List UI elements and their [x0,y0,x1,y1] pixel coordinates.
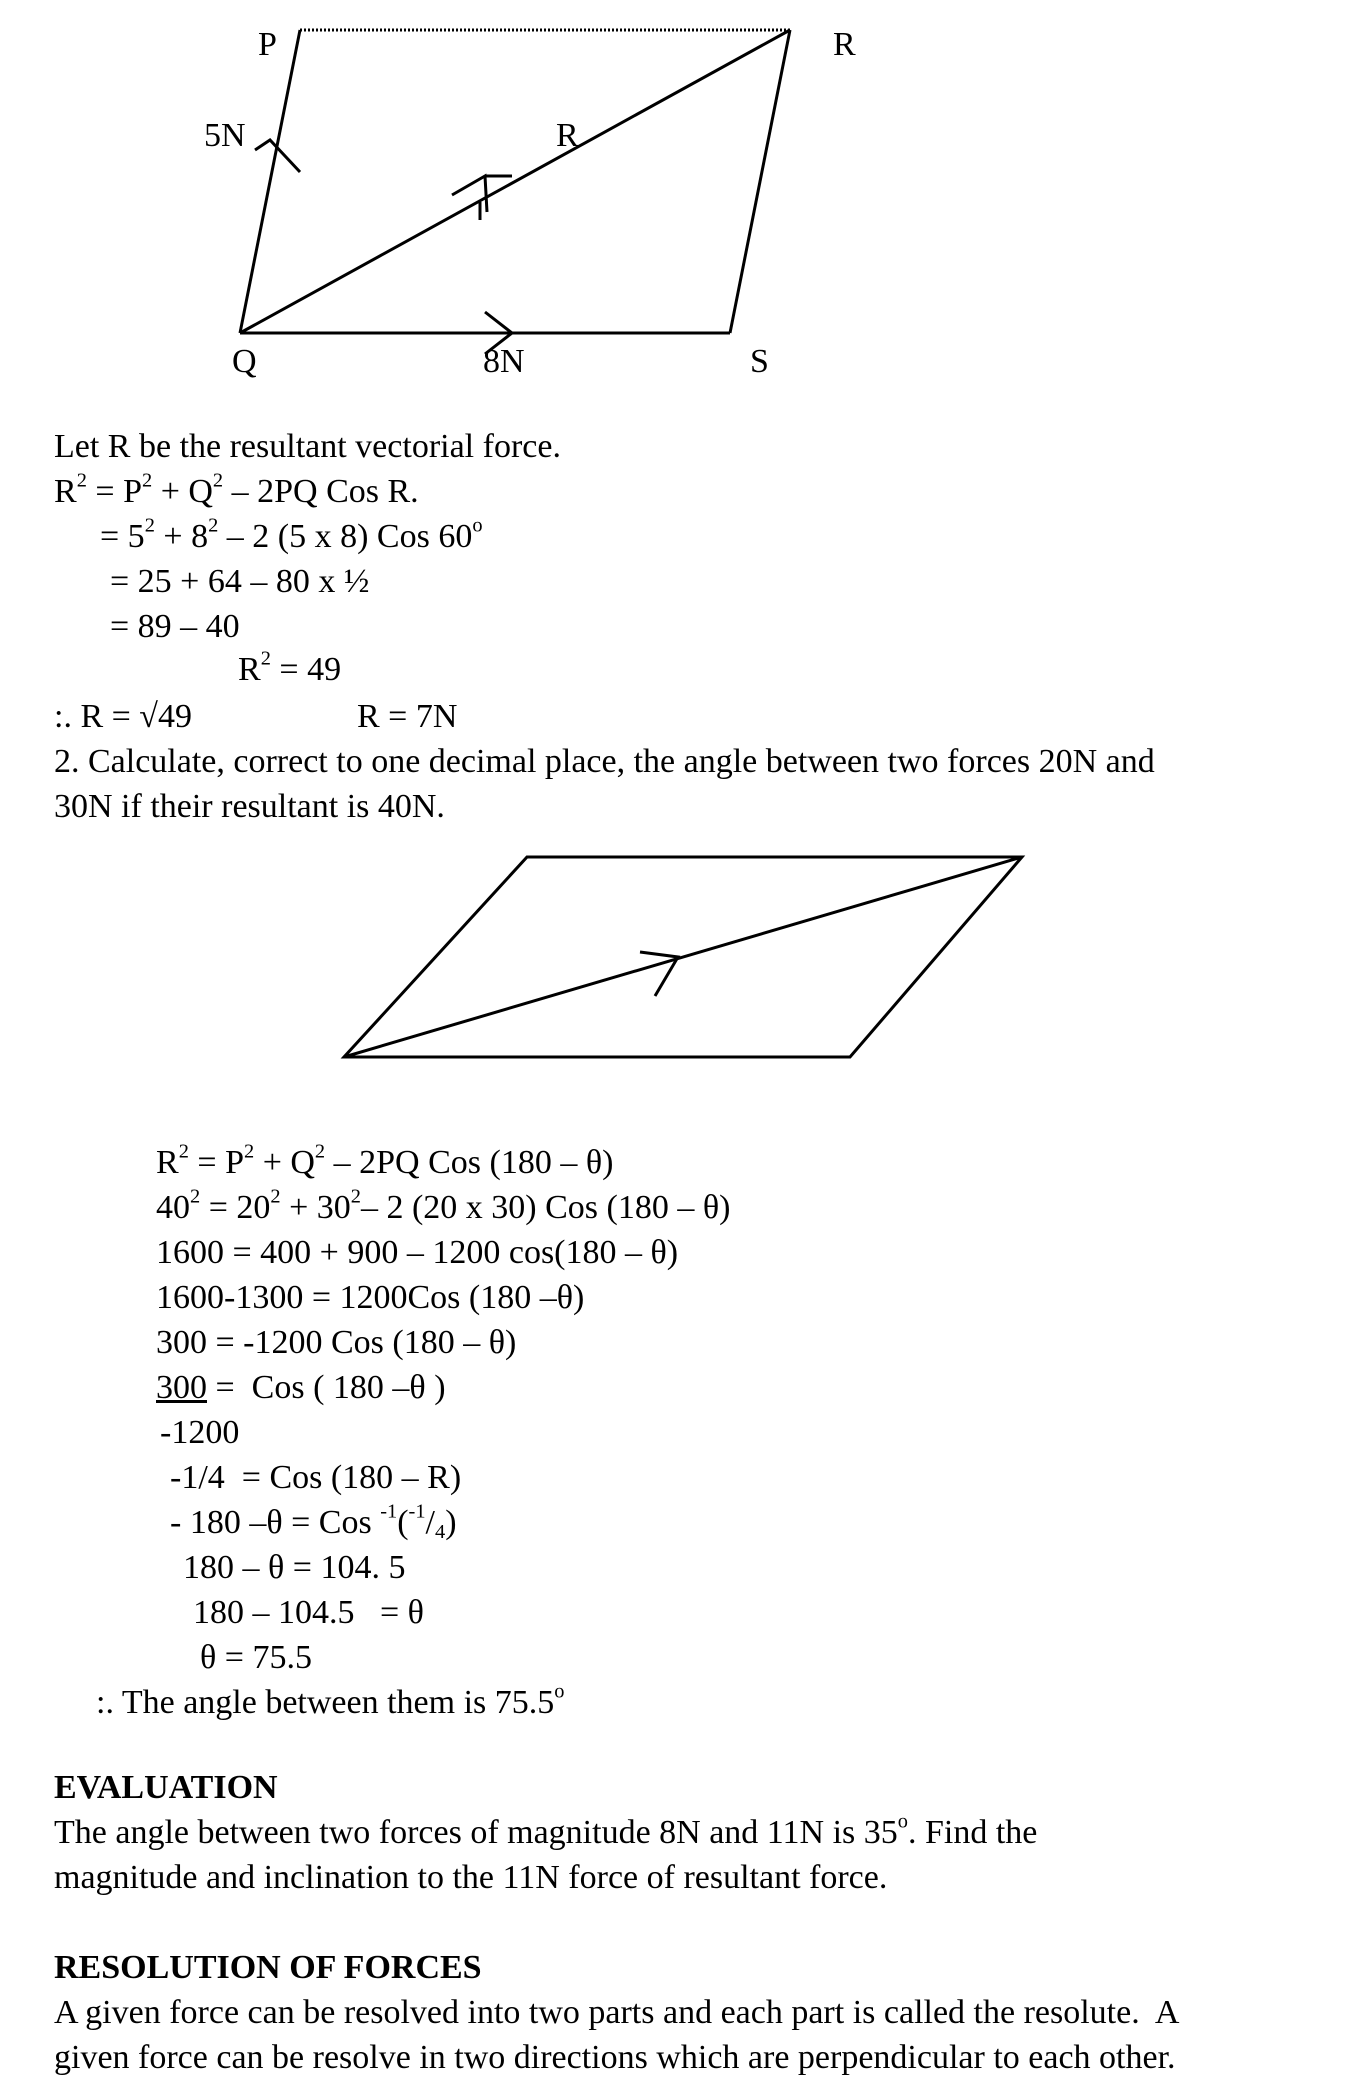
label-resultant: R [556,117,579,154]
solution-conclusion: :. The angle between them is 75.5$^o$ [96,1680,565,1721]
label-r-corner: R [833,26,856,63]
label-p: P [258,26,277,63]
diagonal [344,857,1022,1057]
cosine-rule-formula: $R^2 = P^2 + Q^2 - 2PQ$ Cos R. [54,469,419,510]
solution-line-7: -1200 [160,1414,240,1451]
result-value: R = 7N [357,698,458,735]
resolution-heading: RESOLUTION OF FORCES [54,1949,482,1986]
label-s: S [750,343,769,380]
evaluation-line-2: magnitude and inclination to the 11N force of resultant force. [54,1859,888,1896]
solution-line-1: $R^2 = P^2 + Q^2 - 2PQ$ Cos (180 – θ) [156,1140,614,1181]
label-5n: 5N [204,117,246,154]
resolution-line-2: given force can be resolve in two directions which are perpendicular to each other. [54,2039,1176,2076]
question-2-line-1: 2. Calculate, correct to one decimal place, the angle between two forces 20N and [54,743,1155,780]
solution-line-4: 1600-1300 = 1200Cos (180 –θ) [156,1279,585,1316]
solution-line-12: θ = 75.5 [200,1639,312,1676]
parallelogram-outline [344,857,1022,1057]
intro-text: Let R be the resultant vectorial force. [54,428,561,465]
solution-line-8: -1/4 = Cos (180 – R) [170,1459,462,1496]
solution-line-6: 300 = Cos ( 180 –θ ) [156,1369,446,1406]
solution-line-2: $40^2 = 20^2 + 30^2-$ 2 (20 x 30) Cos (180 – θ) [156,1185,731,1226]
parallelogram-diagram-1 [0,0,1358,430]
edge-sr [730,30,790,333]
evaluation-heading: EVALUATION [54,1769,278,1806]
working-step-1: = $5^2 + 8^2 - 2$ (5 x 8) Cos 60$^o$ [100,514,483,555]
working-step-4: $R^2 = 49$ [238,647,342,688]
working-step-2: = 25 + 64 – 80 x ½ [110,563,370,600]
label-q: Q [232,343,257,380]
edge-pq [240,30,300,333]
solution-line-10: 180 – θ = 104. 5 [183,1549,406,1586]
diagonal-qr [240,30,790,333]
result-root: :. R = √49 [54,698,192,735]
solution-line-11: 180 – 104.5 = θ [193,1594,424,1631]
solution-line-9: - 180 –θ = Cos $^{-1}(^{-1}/_4)$ [170,1500,457,1544]
question-2-line-2: 30N if their resultant is 40N. [54,788,445,825]
working-step-3: = 89 – 40 [110,608,240,645]
label-8n: 8N [483,343,525,380]
diagonal-arrowhead [640,952,678,996]
solution-line-3: 1600 = 400 + 900 – 1200 cos(180 – θ) [156,1234,679,1271]
evaluation-line-1: The angle between two forces of magnitude 8N and 11N is 35$^o$. Find the [54,1810,1038,1851]
fraction-numerator: 300 [156,1369,207,1406]
resolution-line-1: A given force can be resolved into two parts and each part is called the resolute. A [54,1994,1180,2031]
solution-line-5: 300 = -1200 Cos (180 – θ) [156,1324,517,1361]
